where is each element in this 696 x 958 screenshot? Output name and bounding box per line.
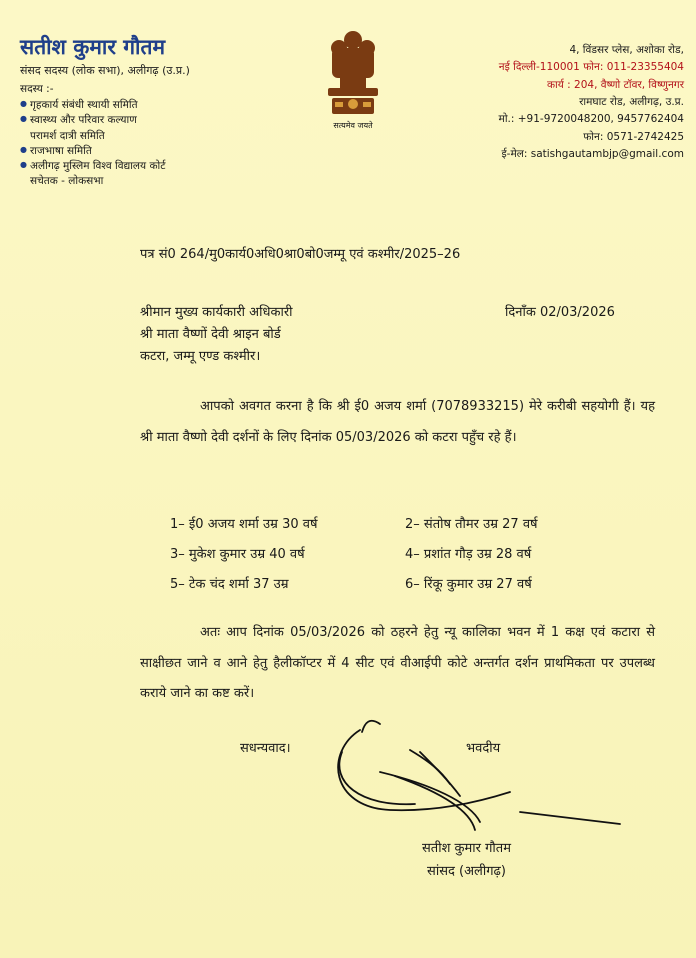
signer-name: सतीश कुमार गौतम bbox=[422, 841, 511, 856]
address-line-3: कार्य : 204, वैष्णो टॉवर, विष्णुनगर bbox=[546, 78, 684, 91]
person-entry: 2– संतोष तौमर उम्र 27 वर्ष bbox=[405, 517, 538, 532]
emblem-motto: सत्यमेव जयते bbox=[333, 121, 373, 130]
persons-list bbox=[170, 508, 640, 598]
body-paragraph-1: आपको अवगत करना है कि श्री ई0 अजय शर्मा (7078933215) मेरे करीबी सहयोगी हैं। यह श्री माता वैष्णो देवी दर्शनों के लिए दिनांक 05/03/2026 को कटरा पहुँच रहे हैं। bbox=[140, 399, 655, 445]
membership-list bbox=[20, 98, 300, 189]
signer-block bbox=[422, 838, 511, 884]
letterhead-right bbox=[414, 42, 684, 163]
address-line-7: ई-मेल: satishgautambjp@gmail.com bbox=[501, 147, 684, 160]
closing-yours: भवदीय bbox=[466, 741, 501, 756]
person-entry: 6– रिंकू कुमार उम्र 27 वर्ष bbox=[405, 577, 532, 592]
person-entry: 1– ई0 अजय शर्मा उम्र 30 वर्ष bbox=[170, 517, 318, 532]
mp-designation: संसद सदस्य (लोक सभा), अलीगढ़ (उ.प्र.) bbox=[20, 64, 190, 78]
recipient-line-2: श्री माता वैष्णों देवी श्राइन बोर्ड bbox=[140, 327, 281, 343]
address-line-5: मो.: +91-9720048200, 9457762404 bbox=[498, 113, 684, 126]
persons-row bbox=[170, 568, 640, 598]
membership-item: ● स्वास्थ्य और परिवार कल्याण bbox=[20, 113, 300, 128]
lion-capital-icon bbox=[322, 26, 384, 118]
person-entry: 5– टेक चंद शर्मा 37 उम्र bbox=[170, 577, 289, 592]
membership-item: ● अलीगढ़ मुस्लिम विश्व विद्यालय कोर्ट bbox=[20, 159, 300, 174]
membership-item-cont: परामर्श दात्री समिति bbox=[30, 129, 105, 142]
persons-row bbox=[170, 538, 640, 568]
state-emblem bbox=[318, 26, 388, 131]
address-line-4: रामघाट रोड, अलीगढ़, उ.प्र. bbox=[579, 95, 684, 108]
recipient-line-3: कटरा, जम्मू एण्ड कश्मीर। bbox=[140, 349, 261, 365]
signer-title: सांसद (अलीगढ़) bbox=[427, 863, 506, 879]
closing-thanks: सधन्यवाद। bbox=[240, 741, 291, 756]
handwritten-signature bbox=[320, 712, 630, 842]
mp-name: सतीश कुमार गौतम bbox=[20, 35, 166, 59]
letter-date: दिनॉंक 02/03/2026 bbox=[505, 305, 615, 320]
person-entry: 4– प्रशांत गौड़ उम्र 28 वर्ष bbox=[405, 547, 532, 562]
recipient-line-1: श्रीमान मुख्य कार्यकारी अधिकारी bbox=[140, 305, 293, 320]
membership-item: ● राजभाषा समिति bbox=[20, 144, 300, 159]
person-entry: 3– मुकेश कुमार उम्र 40 वर्ष bbox=[170, 547, 305, 562]
address-line-6: फोन: 0571-2742425 bbox=[583, 130, 684, 143]
address-line-1: 4, विंडसर प्लेस, अशोका रोड, bbox=[569, 44, 684, 56]
member-label: सदस्य :- bbox=[20, 83, 54, 96]
membership-item: ● गृहकार्य संबंधी स्थायी समिति bbox=[20, 98, 300, 113]
membership-item-cont: सचेतक - लोकसभा bbox=[30, 175, 104, 188]
body-paragraph-2: अतः आप दिनांक 05/03/2026 को ठहरने हेतु न्यू कालिका भवन में 1 कक्ष एवं कटारा से साक्षीछत जाने व आने हेतु हैलीकॉप्टर में 4 सीट एवं वीआईपी कोटे अन्तर्गत दर्शन प्राथमिकता पर उपलब्ध कराये जाने का कष्ट करें। bbox=[140, 625, 655, 702]
letterhead-left bbox=[20, 36, 300, 189]
address-line-2: नई दिल्ली-110001 फोन: 011-23355404 bbox=[498, 61, 684, 74]
recipient-address bbox=[140, 302, 293, 368]
persons-row bbox=[170, 508, 640, 538]
reference-number: पत्र सं0 264/मु0कार्य0अधि0श्रा0बो0जम्मू एवं कश्मीर/2025–26 bbox=[140, 247, 461, 262]
